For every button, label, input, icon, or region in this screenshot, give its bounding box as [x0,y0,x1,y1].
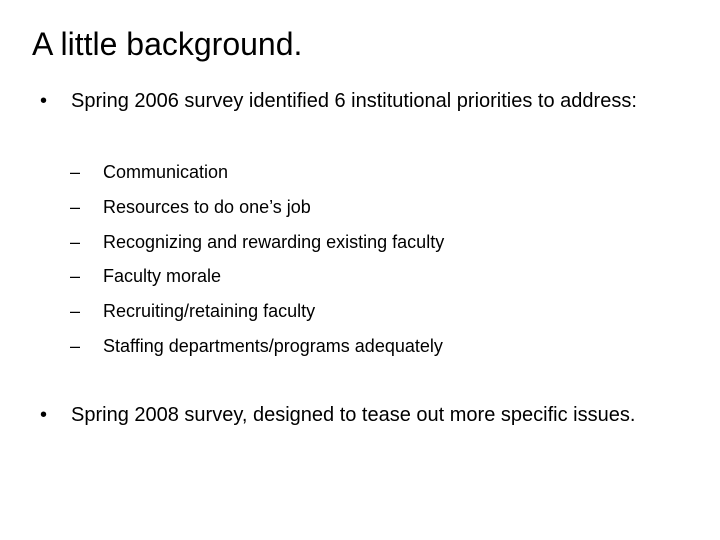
dash-marker: – [70,301,81,322]
priority-text: Resources to do one’s job [103,196,311,217]
dash-marker: – [70,266,81,287]
priority-text: Faculty morale [103,266,222,287]
dash-marker: – [70,162,81,182]
priority-item [70,190,670,225]
priority-item [70,329,670,364]
priority-text: Recognizing and rewarding existing faculty [103,231,445,252]
bullet-marker: • [40,404,48,426]
dash-marker: – [70,335,81,356]
dash-marker: – [70,196,81,217]
priority-item [70,294,670,329]
bullet-marker: • [40,90,48,112]
priority-text: Recruiting/retaining faculty [103,301,316,322]
bullet-item [40,400,680,430]
priority-item [70,225,670,260]
bullet-item [40,86,680,116]
bullet-text: Spring 2008 survey, designed to tease out more specific issues. [71,404,636,426]
priority-text: Staffing departments/programs adequately [103,335,443,356]
priority-item [70,155,670,190]
bullet-text: Spring 2006 survey identified 6 institutional priorities to address: [71,90,637,112]
priority-text: Communication [103,162,229,182]
priority-list [70,155,670,364]
slide-title: A little background. [32,26,303,62]
priority-item [70,259,670,294]
dash-marker: – [70,231,81,252]
